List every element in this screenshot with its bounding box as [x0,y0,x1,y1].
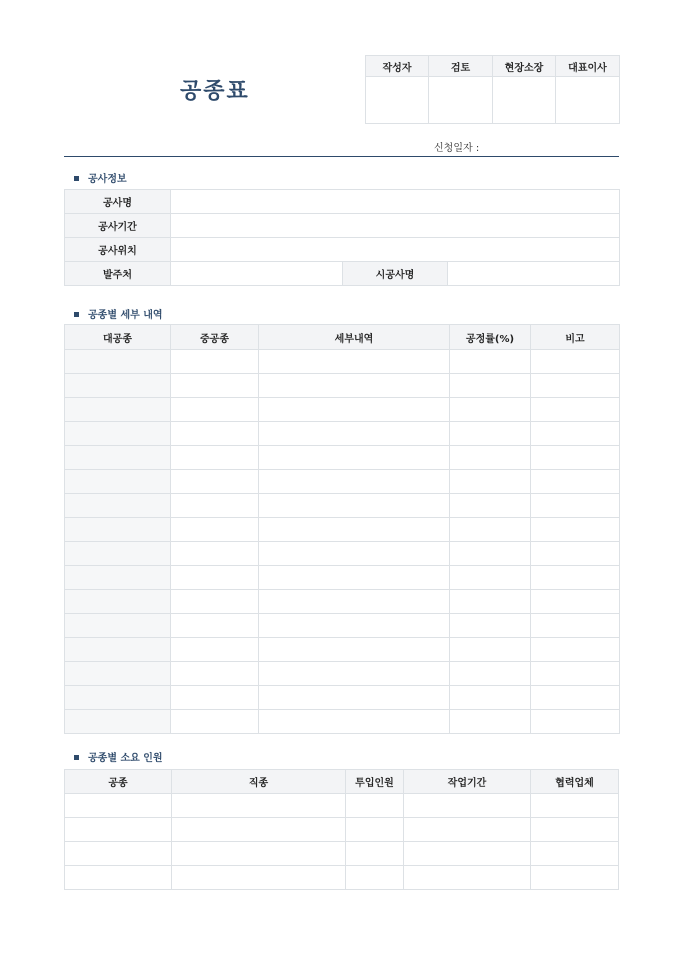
col-middle-work: 중공종 [171,325,259,350]
col-progress: 공정률(%) [450,325,531,350]
page-title: 공종표 [180,79,250,104]
table-cell[interactable] [65,350,171,374]
table-cell[interactable] [450,614,531,638]
table-cell[interactable] [65,494,171,518]
table-cell[interactable] [171,662,259,686]
approval-header-writer: 작성자 [366,56,429,77]
table-cell[interactable] [404,794,531,818]
table-cell[interactable] [346,842,404,866]
table-cell[interactable] [450,542,531,566]
table-cell[interactable] [171,422,259,446]
table-cell[interactable] [65,686,171,710]
table-cell[interactable] [450,686,531,710]
table-cell[interactable] [531,590,620,614]
table-cell[interactable] [531,566,620,590]
table-cell[interactable] [259,350,450,374]
field-project-period[interactable] [171,214,620,238]
table-row [65,710,620,734]
table-row [65,566,620,590]
table-cell[interactable] [65,638,171,662]
table-cell[interactable] [531,350,620,374]
work-details-body [65,350,620,734]
table-row [65,614,620,638]
table-cell[interactable] [531,374,620,398]
table-cell[interactable] [171,614,259,638]
col-job-type: 직종 [172,770,346,794]
table-cell[interactable] [65,710,171,734]
table-cell[interactable] [450,422,531,446]
table-cell[interactable] [531,662,620,686]
table-row [65,374,620,398]
approval-header-site-manager: 현장소장 [493,56,556,77]
table-cell[interactable] [65,374,171,398]
table-cell[interactable] [259,398,450,422]
section-work-details [74,306,163,321]
section-title: 공종별 세부 내역 [88,310,163,321]
table-cell[interactable] [259,686,450,710]
table-row [65,794,619,818]
section-title: 공종별 소요 인원 [88,753,163,764]
table-cell[interactable] [171,446,259,470]
table-cell[interactable] [531,794,619,818]
table-row [65,350,620,374]
table-cell[interactable] [450,446,531,470]
table-cell[interactable] [171,398,259,422]
table-cell[interactable] [171,542,259,566]
table-cell[interactable] [450,350,531,374]
col-remarks: 비고 [531,325,620,350]
table-cell[interactable] [346,866,404,890]
section-project-info [74,170,127,185]
table-row [65,398,620,422]
table-cell[interactable] [259,710,450,734]
table-cell[interactable] [404,866,531,890]
table-cell[interactable] [259,518,450,542]
table-cell[interactable] [172,794,346,818]
bullet-square-icon [74,755,79,760]
field-contractor[interactable] [448,262,620,286]
table-cell[interactable] [450,518,531,542]
table-cell[interactable] [531,710,620,734]
table-cell[interactable] [531,842,619,866]
field-project-location[interactable] [171,238,620,262]
table-cell[interactable] [531,494,620,518]
table-cell[interactable] [171,494,259,518]
approval-header-ceo: 대표이사 [556,56,620,77]
personnel-body [65,794,619,890]
table-row [65,866,619,890]
table-row [65,494,620,518]
table-cell[interactable] [171,686,259,710]
section-personnel [74,749,163,764]
table-cell[interactable] [531,542,620,566]
col-headcount: 투입인원 [346,770,404,794]
table-row [65,818,619,842]
table-cell[interactable] [259,494,450,518]
label-project-period: 공사기간 [65,214,171,238]
personnel-table [64,769,619,890]
table-cell[interactable] [171,518,259,542]
table-cell[interactable] [450,566,531,590]
table-cell[interactable] [450,398,531,422]
approval-sign-writer[interactable] [366,77,429,124]
table-cell[interactable] [65,518,171,542]
table-row [65,638,620,662]
table-row [65,590,620,614]
table-cell[interactable] [171,470,259,494]
table-cell[interactable] [259,422,450,446]
label-project-name: 공사명 [65,190,171,214]
table-cell[interactable] [259,470,450,494]
work-details-table [64,324,620,734]
approval-sign-review[interactable] [429,77,493,124]
field-client[interactable] [171,262,343,286]
table-cell[interactable] [171,374,259,398]
table-cell[interactable] [450,710,531,734]
bullet-square-icon [74,312,79,317]
table-cell[interactable] [65,794,172,818]
table-cell[interactable] [450,470,531,494]
label-project-location: 공사위치 [65,238,171,262]
field-project-name[interactable] [171,190,620,214]
table-cell[interactable] [65,866,172,890]
section-title: 공사정보 [88,174,127,185]
table-cell[interactable] [65,422,171,446]
table-cell[interactable] [531,818,619,842]
table-cell[interactable] [531,638,620,662]
header-divider [64,156,619,157]
table-cell[interactable] [404,818,531,842]
table-cell[interactable] [65,662,171,686]
table-cell[interactable] [171,638,259,662]
table-cell[interactable] [531,686,620,710]
table-cell[interactable] [65,590,171,614]
table-cell[interactable] [404,842,531,866]
table-row [65,662,620,686]
table-cell[interactable] [171,590,259,614]
table-cell[interactable] [259,542,450,566]
table-row [65,542,620,566]
table-row [65,422,620,446]
table-cell[interactable] [65,470,171,494]
table-cell[interactable] [450,494,531,518]
table-cell[interactable] [65,398,171,422]
table-cell[interactable] [531,470,620,494]
table-cell[interactable] [531,398,620,422]
label-contractor: 시공사명 [343,262,448,286]
table-cell[interactable] [259,614,450,638]
table-cell[interactable] [531,614,620,638]
table-row [65,446,620,470]
table-cell[interactable] [65,566,171,590]
table-row [65,686,620,710]
table-cell[interactable] [172,818,346,842]
table-cell[interactable] [172,866,346,890]
table-cell[interactable] [450,374,531,398]
label-client: 발주처 [65,262,171,286]
col-subcontractor: 협력업체 [531,770,619,794]
table-cell[interactable] [450,590,531,614]
table-cell[interactable] [259,374,450,398]
table-cell[interactable] [172,842,346,866]
table-cell[interactable] [65,818,172,842]
table-cell[interactable] [259,662,450,686]
table-cell[interactable] [450,662,531,686]
table-cell[interactable] [171,710,259,734]
approval-table [365,55,620,124]
table-cell[interactable] [65,614,171,638]
col-work-period: 작업기간 [404,770,531,794]
bullet-square-icon [74,176,79,181]
table-cell[interactable] [531,446,620,470]
approval-sign-site-manager[interactable] [493,77,556,124]
table-cell[interactable] [259,590,450,614]
approval-header-review: 검토 [429,56,493,77]
project-info-table [64,189,620,286]
application-date-label: 신청일자 : [434,143,480,154]
table-cell[interactable] [450,638,531,662]
table-cell[interactable] [346,818,404,842]
col-major-work: 대공종 [65,325,171,350]
table-row [65,518,620,542]
col-trade: 공종 [65,770,172,794]
table-row [65,842,619,866]
table-cell[interactable] [531,518,620,542]
table-cell[interactable] [346,794,404,818]
table-row [65,470,620,494]
table-cell[interactable] [259,446,450,470]
table-cell[interactable] [259,566,450,590]
table-cell[interactable] [259,638,450,662]
table-cell[interactable] [65,446,171,470]
table-cell[interactable] [171,350,259,374]
table-cell[interactable] [171,566,259,590]
table-cell[interactable] [531,866,619,890]
col-details: 세부내역 [259,325,450,350]
table-cell[interactable] [65,842,172,866]
table-cell[interactable] [531,422,620,446]
table-cell[interactable] [65,542,171,566]
approval-sign-ceo[interactable] [556,77,620,124]
